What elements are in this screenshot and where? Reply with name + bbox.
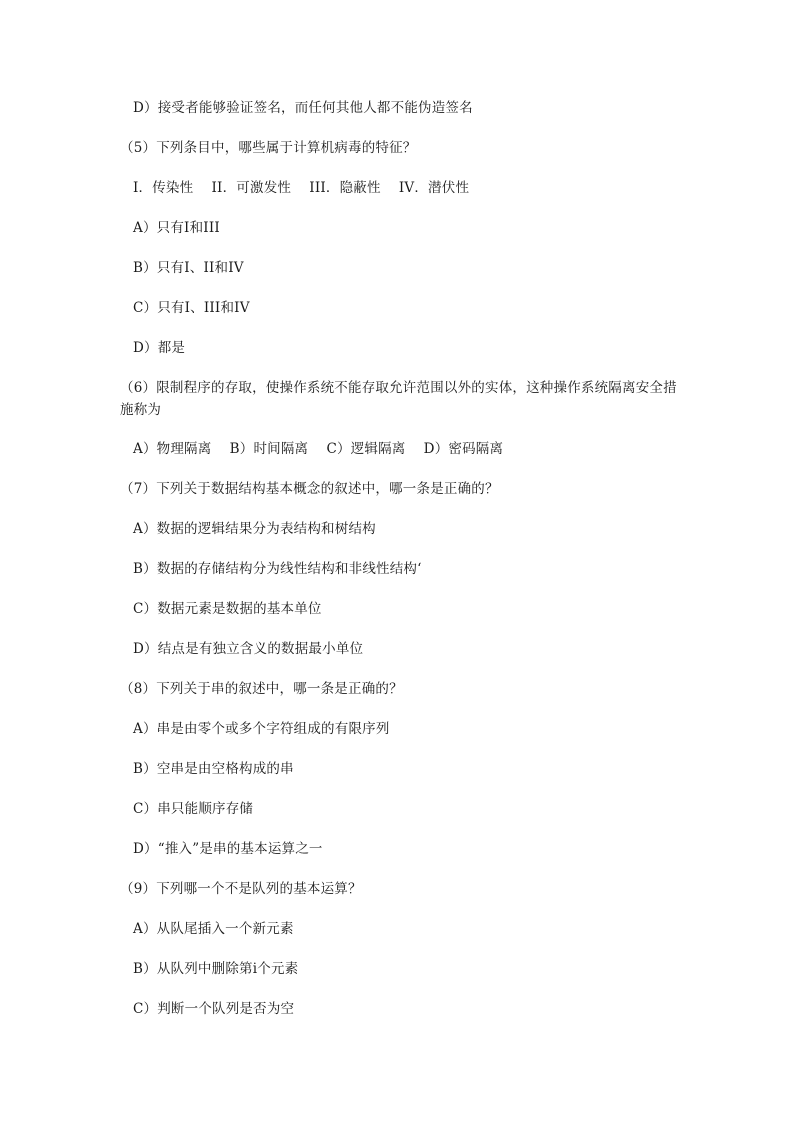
q6-options: A）物理隔离 B）时间隔离 C）逻辑隔离 D）密码隔离 <box>133 441 504 457</box>
q5-option-c: C）只有I、III和IV <box>133 300 250 316</box>
q7-option-a: A）数据的逻辑结果分为表结构和树结构 <box>133 521 376 537</box>
q8-option-a: A）串是由零个或多个字符组成的有限序列 <box>133 721 390 737</box>
q8-option-c: C）串只能顺序存储 <box>133 801 254 817</box>
q7-option-b: B）数据的存储结构分为线性结构和非线性结构‘ <box>133 561 422 577</box>
question-5: （5）下列条目中，哪些属于计算机病毒的特征？ <box>120 140 417 156</box>
q8-option-b: B）空串是由空格构成的串 <box>133 761 294 777</box>
question-6: （6）限制程序的存取，使操作系统不能存取允许范围以外的实体，这种操作系统隔离安全措施称为 <box>120 380 677 418</box>
q4-option-d: D）接受者能够验证签名，而任何其他人都不能伪造签名 <box>133 100 473 116</box>
question-8: （8）下列关于串的叙述中，哪一条是正确的？ <box>120 681 403 697</box>
question-9: （9）下列哪一个不是队列的基本运算？ <box>120 881 362 897</box>
question-7: （7）下列关于数据结构基本概念的叙述中，哪一条是正确的？ <box>120 481 499 497</box>
q9-option-b: B）从队列中删除第i个元素 <box>133 961 299 977</box>
q7-option-d: D）结点是有独立含义的数据最小单位 <box>133 641 364 657</box>
q9-option-a: A）从队尾插入一个新元素 <box>133 921 294 937</box>
q7-option-c: C）数据元素是数据的基本单位 <box>133 601 322 617</box>
q8-option-d: D）“推入”是串的基本运算之一 <box>133 841 323 857</box>
q5-items: I．传染性 II．可激发性 III．隐蔽性 IV．潜伏性 <box>133 180 470 196</box>
q9-option-c: C）判断一个队列是否为空 <box>133 1001 295 1017</box>
q5-option-d: D）都是 <box>133 340 186 356</box>
q5-option-a: A）只有I和III <box>133 220 220 236</box>
q5-option-b: B）只有I、II和IV <box>133 260 244 276</box>
